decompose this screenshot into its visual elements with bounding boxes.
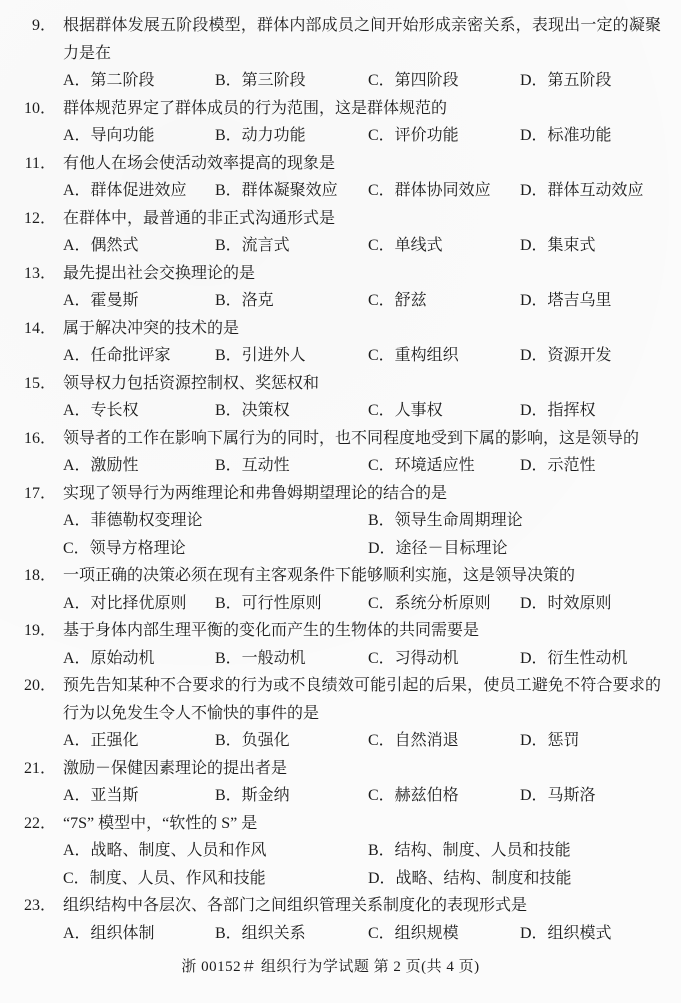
options-row <box>63 122 661 150</box>
question-number: 19． <box>23 622 56 639</box>
option: B．洛克 <box>215 292 274 309</box>
option: B．第三阶段 <box>215 72 306 89</box>
question-number: 16． <box>23 429 56 447</box>
option: D．集束式 <box>520 237 596 254</box>
option: B．引进外人 <box>215 347 306 364</box>
options-row <box>63 67 661 95</box>
question-number: 18． <box>23 567 56 584</box>
question-text: 属于解决冲突的技术的是 <box>63 319 240 337</box>
option: D．途径－目标理论 <box>368 539 508 557</box>
option: B．可行性原则 <box>215 594 322 612</box>
option: C．自然消退 <box>368 732 459 749</box>
options-row <box>63 287 661 315</box>
question-text: 根据群体发展五阶段模型，群体内部成员之间开始形成亲密关系，表现出一定的凝聚力是在 <box>63 17 661 62</box>
question-number: 20． <box>23 677 56 694</box>
option: B．互动性 <box>215 457 290 474</box>
option: D．战略、结构、制度和技能 <box>368 869 572 887</box>
question-text: 领导权力包括资源控制权、奖惩权和 <box>63 374 320 392</box>
option: C．习得动机 <box>368 649 459 667</box>
option: D．示范性 <box>520 457 596 474</box>
options-row <box>63 782 661 810</box>
option: D．群体互动效应 <box>520 182 644 199</box>
question-number: 22． <box>23 814 56 832</box>
option: C．制度、人员、作风和技能 <box>63 869 266 887</box>
question <box>0 315 661 370</box>
option: D．标准功能 <box>520 127 612 144</box>
option: C．群体协同效应 <box>368 182 491 199</box>
option: C．领导方格理论 <box>63 539 186 557</box>
question-number: 10． <box>23 99 56 117</box>
question-text: 在群体中，最普通的非正式沟通形式是 <box>63 209 336 227</box>
option: D．第五阶段 <box>520 72 612 89</box>
option: B．领导生命周期理论 <box>368 512 523 529</box>
question-text: 领导者的工作在影响下属行为的同时，也不同程度地受到下属的影响，这是领导的 <box>63 429 640 447</box>
question <box>0 205 661 260</box>
option: A．战略、制度、人员和作风 <box>63 842 267 859</box>
option: D．惩罚 <box>520 732 580 749</box>
option: C．第四阶段 <box>368 72 459 89</box>
question <box>0 370 661 425</box>
question <box>0 150 661 205</box>
question-text: 预先告知某种不合要求的行为或不良绩效可能引起的后果，使员工避免不符合要求的行为以免发生令人不愉快的事件的是 <box>63 677 661 722</box>
question-number: 9． <box>31 17 56 34</box>
option: D．时效原则 <box>520 594 612 612</box>
question-text: “7S” 模型中，“软性的 S” 是 <box>63 814 258 832</box>
question-number: 17． <box>23 484 56 502</box>
option: C．组织规模 <box>368 924 459 942</box>
question-number: 14． <box>23 319 56 337</box>
question <box>0 12 661 95</box>
option: B．结构、制度、人员和技能 <box>368 842 571 859</box>
option: D．指挥权 <box>520 402 596 419</box>
question <box>0 672 661 755</box>
option: C．环境适应性 <box>368 457 475 474</box>
option: A．霍曼斯 <box>63 292 139 309</box>
question-number: 12． <box>23 209 56 227</box>
question-text: 基于身体内部生理平衡的变化而产生的生物体的共同需要是 <box>63 622 480 639</box>
options-row <box>63 590 661 618</box>
option: A．群体促进效应 <box>63 182 187 199</box>
question <box>0 425 661 480</box>
option: A．专长权 <box>63 402 139 419</box>
option: C．评价功能 <box>368 127 459 144</box>
option: C．人事权 <box>368 402 443 419</box>
option: D．组织模式 <box>520 924 612 942</box>
question-number: 15． <box>23 374 56 392</box>
question-number: 11． <box>24 154 56 172</box>
options-row <box>63 232 661 260</box>
option: A．第二阶段 <box>63 72 155 89</box>
option: D．资源开发 <box>520 347 612 364</box>
question-number: 13． <box>23 264 56 282</box>
question <box>0 892 661 947</box>
option: A．任命批评家 <box>63 347 171 364</box>
question-text: 激励－保健因素理论的提出者是 <box>63 759 288 777</box>
option: A．菲德勒权变理论 <box>63 512 203 529</box>
option: A．原始动机 <box>63 649 155 667</box>
question <box>0 617 661 672</box>
question-text: 实现了领导行为两维理论和弗鲁姆期望理论的结合的是 <box>63 484 448 502</box>
option: A．亚当斯 <box>63 787 139 804</box>
question <box>0 260 661 315</box>
option: C．重构组织 <box>368 347 459 364</box>
options-row <box>63 452 661 480</box>
option: D．衍生性动机 <box>520 649 628 667</box>
option: A．正强化 <box>63 732 139 749</box>
option: C．单线式 <box>368 237 443 254</box>
question <box>0 562 661 617</box>
options-row <box>63 727 661 755</box>
options-row <box>63 837 661 892</box>
options-row <box>63 397 661 425</box>
option: A．组织体制 <box>63 924 155 942</box>
option: B．组织关系 <box>215 924 306 942</box>
option: A．偶然式 <box>63 237 139 254</box>
question-text: 最先提出社会交换理论的是 <box>63 264 256 282</box>
option: A．导向功能 <box>63 127 155 144</box>
question <box>0 480 661 563</box>
option: C．舒兹 <box>368 292 427 309</box>
question-text: 组织结构中各层次、各部门之间组织管理关系制度化的表现形式是 <box>63 897 528 914</box>
option: B．负强化 <box>215 732 290 749</box>
option: B．群体凝聚效应 <box>215 182 338 199</box>
option: A．激励性 <box>63 457 139 474</box>
option: B．动力功能 <box>215 127 306 144</box>
question <box>0 755 661 810</box>
options-row <box>63 920 661 948</box>
option: B．流言式 <box>215 237 290 254</box>
options-row <box>63 645 661 673</box>
options-row <box>63 507 661 562</box>
page-footer: 浙 00152＃ 组织行为学试题 第 2 页(共 4 页) <box>181 959 480 975</box>
option: C．系统分析原则 <box>368 594 491 612</box>
question <box>0 810 661 893</box>
option: D．马斯洛 <box>520 787 596 804</box>
option: B．一般动机 <box>215 649 306 667</box>
options-row <box>63 177 661 205</box>
option: C．赫兹伯格 <box>368 787 459 804</box>
option: A．对比择优原则 <box>63 594 187 612</box>
question <box>0 95 661 150</box>
option: D．塔吉乌里 <box>520 292 612 309</box>
question-text: 群体规范界定了群体成员的行为范围，这是群体规范的 <box>63 99 448 117</box>
option: B．斯金纳 <box>215 787 290 804</box>
question-text: 一项正确的决策必须在现有主客观条件下能够顺利实施，这是领导决策的 <box>63 567 576 584</box>
options-row <box>63 342 661 370</box>
option: B．决策权 <box>215 402 290 419</box>
question-text: 有他人在场会使活动效率提高的现象是 <box>63 154 336 172</box>
question-number: 23． <box>23 897 56 914</box>
question-number: 21． <box>23 759 56 777</box>
